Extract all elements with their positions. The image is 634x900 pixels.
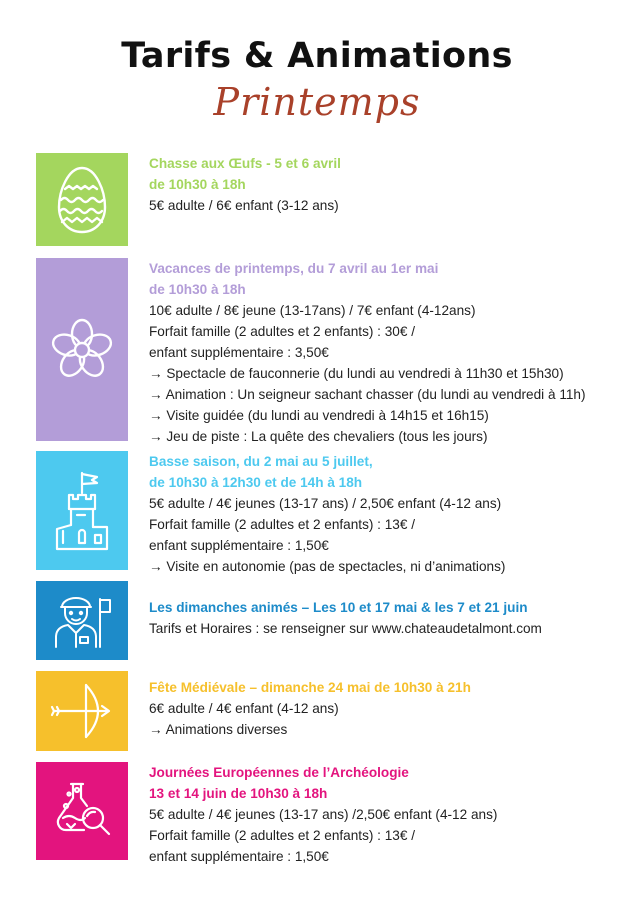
section-low-season <box>36 451 626 574</box>
archaeology-flask-icon <box>49 778 115 844</box>
section-color-block <box>36 258 128 441</box>
section-color-block <box>36 153 128 246</box>
section-line: 6€ adulte / 4€ enfant (4-12 ans) <box>149 701 339 716</box>
easter-egg-icon <box>54 165 110 235</box>
section-heading-hours: de 10h30 à 18h <box>149 282 246 297</box>
section-heading: Journées Européennes de l’Archéologie <box>149 765 409 780</box>
section-line: 10€ adulte / 8€ jeune (13-17ans) / 7€ enfant (4-12ans) <box>149 303 476 318</box>
bow-arrow-icon <box>50 681 114 741</box>
section-heading-hours: de 10h30 à 12h30 et de 14h à 18h <box>149 475 363 490</box>
section-line: Forfait famille (2 adultes et 2 enfants) : 13€ / <box>149 828 415 843</box>
section-line: Forfait famille (2 adultes et 2 enfants) : 30€ / <box>149 324 415 339</box>
section-heading: Fête Médiévale – dimanche 24 mai de 10h30 à 21h <box>149 680 471 695</box>
section-color-block <box>36 451 128 570</box>
section-line: enfant supplémentaire : 1,50€ <box>149 849 329 864</box>
section-easter-egg-hunt <box>36 153 626 246</box>
section-animated-sundays <box>36 581 626 660</box>
section-heading: Les dimanches animés – Les 10 et 17 mai & les 7 et 21 juin <box>149 600 528 615</box>
section-line: → Spectacle de fauconnerie (du lundi au vendredi à 11h30 et 15h30) <box>149 366 564 381</box>
section-website-line: Tarifs et Horaires : se renseigner sur www.chateaudetalmont.com <box>149 621 542 636</box>
castle-tower-icon <box>49 469 115 553</box>
section-line: → Visite guidée (du lundi au vendredi à 14h15 et 16h15) <box>149 408 489 423</box>
section-spring-holidays <box>36 258 626 444</box>
section-color-block <box>36 581 128 660</box>
page-subtitle: Printemps <box>213 80 421 124</box>
section-line: 5€ adulte / 4€ jeunes (13-17 ans) / 2,50€ enfant (4-12 ans) <box>149 496 502 511</box>
section-archaeology-days <box>36 762 626 864</box>
section-heading: Vacances de printemps, du 7 avril au 1er mai <box>149 261 439 276</box>
section-line: enfant supplémentaire : 3,50€ <box>149 345 329 360</box>
section-heading: Chasse aux Œufs - 5 et 6 avril <box>149 156 341 171</box>
section-heading-hours: 13 et 14 juin de 10h30 à 18h <box>149 786 328 801</box>
section-color-block <box>36 762 128 860</box>
section-line: 5€ adulte / 6€ enfant (3-12 ans) <box>149 198 339 213</box>
section-line: 5€ adulte / 4€ jeunes (13-17 ans) /2,50€ enfant (4-12 ans) <box>149 807 498 822</box>
section-line: → Jeu de piste : La quête des chevaliers (tous les jours) <box>149 429 488 444</box>
section-line: → Visite en autonomie (pas de spectacles, ni d’animations) <box>149 559 506 574</box>
section-heading-hours: de 10h30 à 18h <box>149 177 246 192</box>
section-line: → Animations diverses <box>149 722 288 737</box>
section-color-block <box>36 671 128 751</box>
page-title: Tarifs & Animations <box>121 36 513 76</box>
flower-icon <box>49 317 115 383</box>
section-heading: Basse saison, du 2 mai au 5 juillet, <box>149 454 373 469</box>
section-medieval-festival <box>36 671 626 751</box>
section-line: Forfait famille (2 adultes et 2 enfants) : 13€ / <box>149 517 415 532</box>
section-line: → Animation : Un seigneur sachant chasser (du lundi au vendredi à 11h) <box>149 387 586 402</box>
section-line: enfant supplémentaire : 1,50€ <box>149 538 329 553</box>
guide-person-icon <box>52 591 112 651</box>
